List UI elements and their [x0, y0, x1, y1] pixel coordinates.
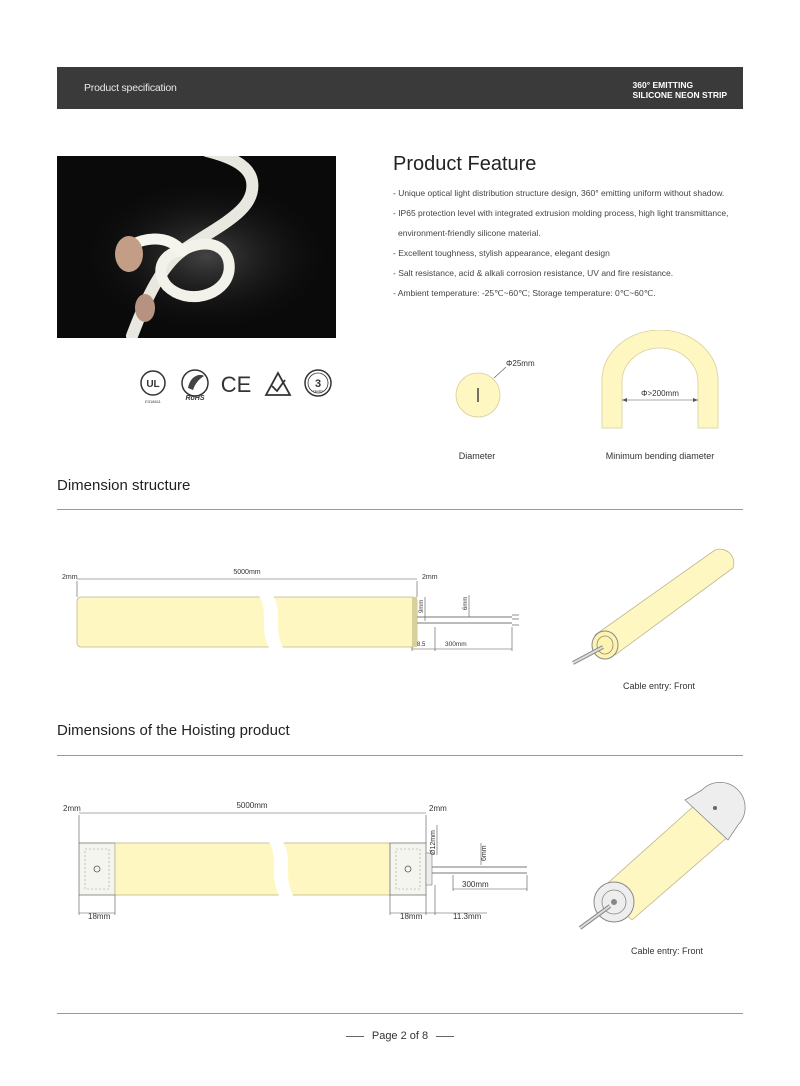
page-number: Page 2 of 8: [371, 1030, 429, 1042]
ul-label: UL: [146, 379, 160, 390]
header-bar: [57, 67, 743, 109]
page-footer: [0, 1030, 800, 1042]
header-product-line2: SILICONE NEON STRIP: [632, 90, 727, 100]
rohs-icon: [182, 370, 208, 402]
hoisting-cap-left: 18mm: [88, 912, 111, 921]
hoisting-cap-right: 18mm: [400, 912, 423, 921]
dimension-d2: 6mm: [463, 596, 469, 610]
hoisting-diameter: Ø12mm: [430, 830, 437, 855]
hoisting-3d-drawing: [570, 780, 750, 960]
hoisting-caption: Cable entry: Front: [630, 946, 704, 956]
footer-dash: [436, 1036, 454, 1037]
header-product-line1: 360° EMITTING: [632, 80, 694, 90]
dimension-d1: 9mm: [419, 599, 425, 613]
rohs-label: RoHS: [185, 395, 205, 402]
feature-title: Product Feature: [393, 153, 537, 175]
header-product-name: [633, 80, 727, 100]
diameter-value: Φ25mm: [506, 359, 535, 368]
diameter-caption: Diameter: [458, 451, 496, 461]
footer-dash: [346, 1036, 364, 1037]
bending-diagram: [590, 330, 740, 470]
hoisting-left-end: 2mm: [63, 804, 81, 813]
rcm-icon: [266, 373, 290, 395]
bend-value: Φ>200mm: [641, 389, 679, 398]
hoisting-drawing: [57, 795, 537, 925]
diameter-diagram: [440, 350, 560, 470]
footer-divider: [57, 1013, 743, 1014]
hoisting-cable: 300mm: [462, 880, 489, 889]
feature-item: - Ambient temperature: -25℃~60℃; Storage temperature: 0℃~60℃.: [393, 288, 656, 298]
dimension-drawing: [57, 555, 537, 660]
dimension-right-end: 2mm: [422, 574, 438, 581]
ul-number: E318611: [145, 399, 161, 404]
hoisting-offset: 11.3mm: [453, 912, 482, 921]
warranty-years: 3: [314, 378, 322, 390]
dimension-length: 5000mm: [233, 569, 261, 576]
hoisting-length: 5000mm: [236, 801, 268, 810]
feature-item: environment-friendly silicone material.: [398, 228, 541, 238]
dimension-left-end: 2mm: [62, 574, 78, 581]
tube-3d-drawing: [565, 535, 745, 695]
ul-icon: [141, 371, 165, 404]
certification-icons: [138, 368, 338, 408]
feature-item: - IP65 protection level with integrated extrusion molding process, high light transmittance,: [393, 208, 729, 218]
section-divider: [57, 509, 743, 510]
feature-item: - Salt resistance, acid & alkali corrosion resistance, UV and fire resistance.: [393, 268, 674, 278]
hoisting-right-end: 2mm: [429, 804, 447, 813]
ce-icon: [221, 372, 252, 397]
dimension-cable: 300mm: [445, 641, 467, 648]
feature-item: - Unique optical light distribution structure design, 360° emitting uniform without shadow.: [393, 188, 725, 198]
warranty-text: YEARS: [312, 389, 324, 393]
dimension-caption: Cable entry: Front: [622, 681, 696, 691]
hoisting-d2: 6mm: [481, 845, 488, 861]
product-photo: [57, 156, 336, 338]
dimension-title: Dimension structure: [57, 477, 191, 494]
hoisting-title: Dimensions of the Hoisting product: [57, 722, 290, 739]
feature-list: [393, 186, 753, 306]
header-section-label: Product specification: [84, 82, 177, 94]
bend-caption: Minimum bending diameter: [605, 451, 715, 461]
section-divider: [57, 755, 743, 756]
neon-strip-photo: [57, 156, 336, 338]
warranty-icon: [305, 370, 331, 396]
dimension-gap: 8.5: [417, 642, 426, 648]
feature-item: - Excellent toughness, stylish appearance, elegant design: [393, 248, 610, 258]
ce-label: CE: [220, 372, 252, 397]
